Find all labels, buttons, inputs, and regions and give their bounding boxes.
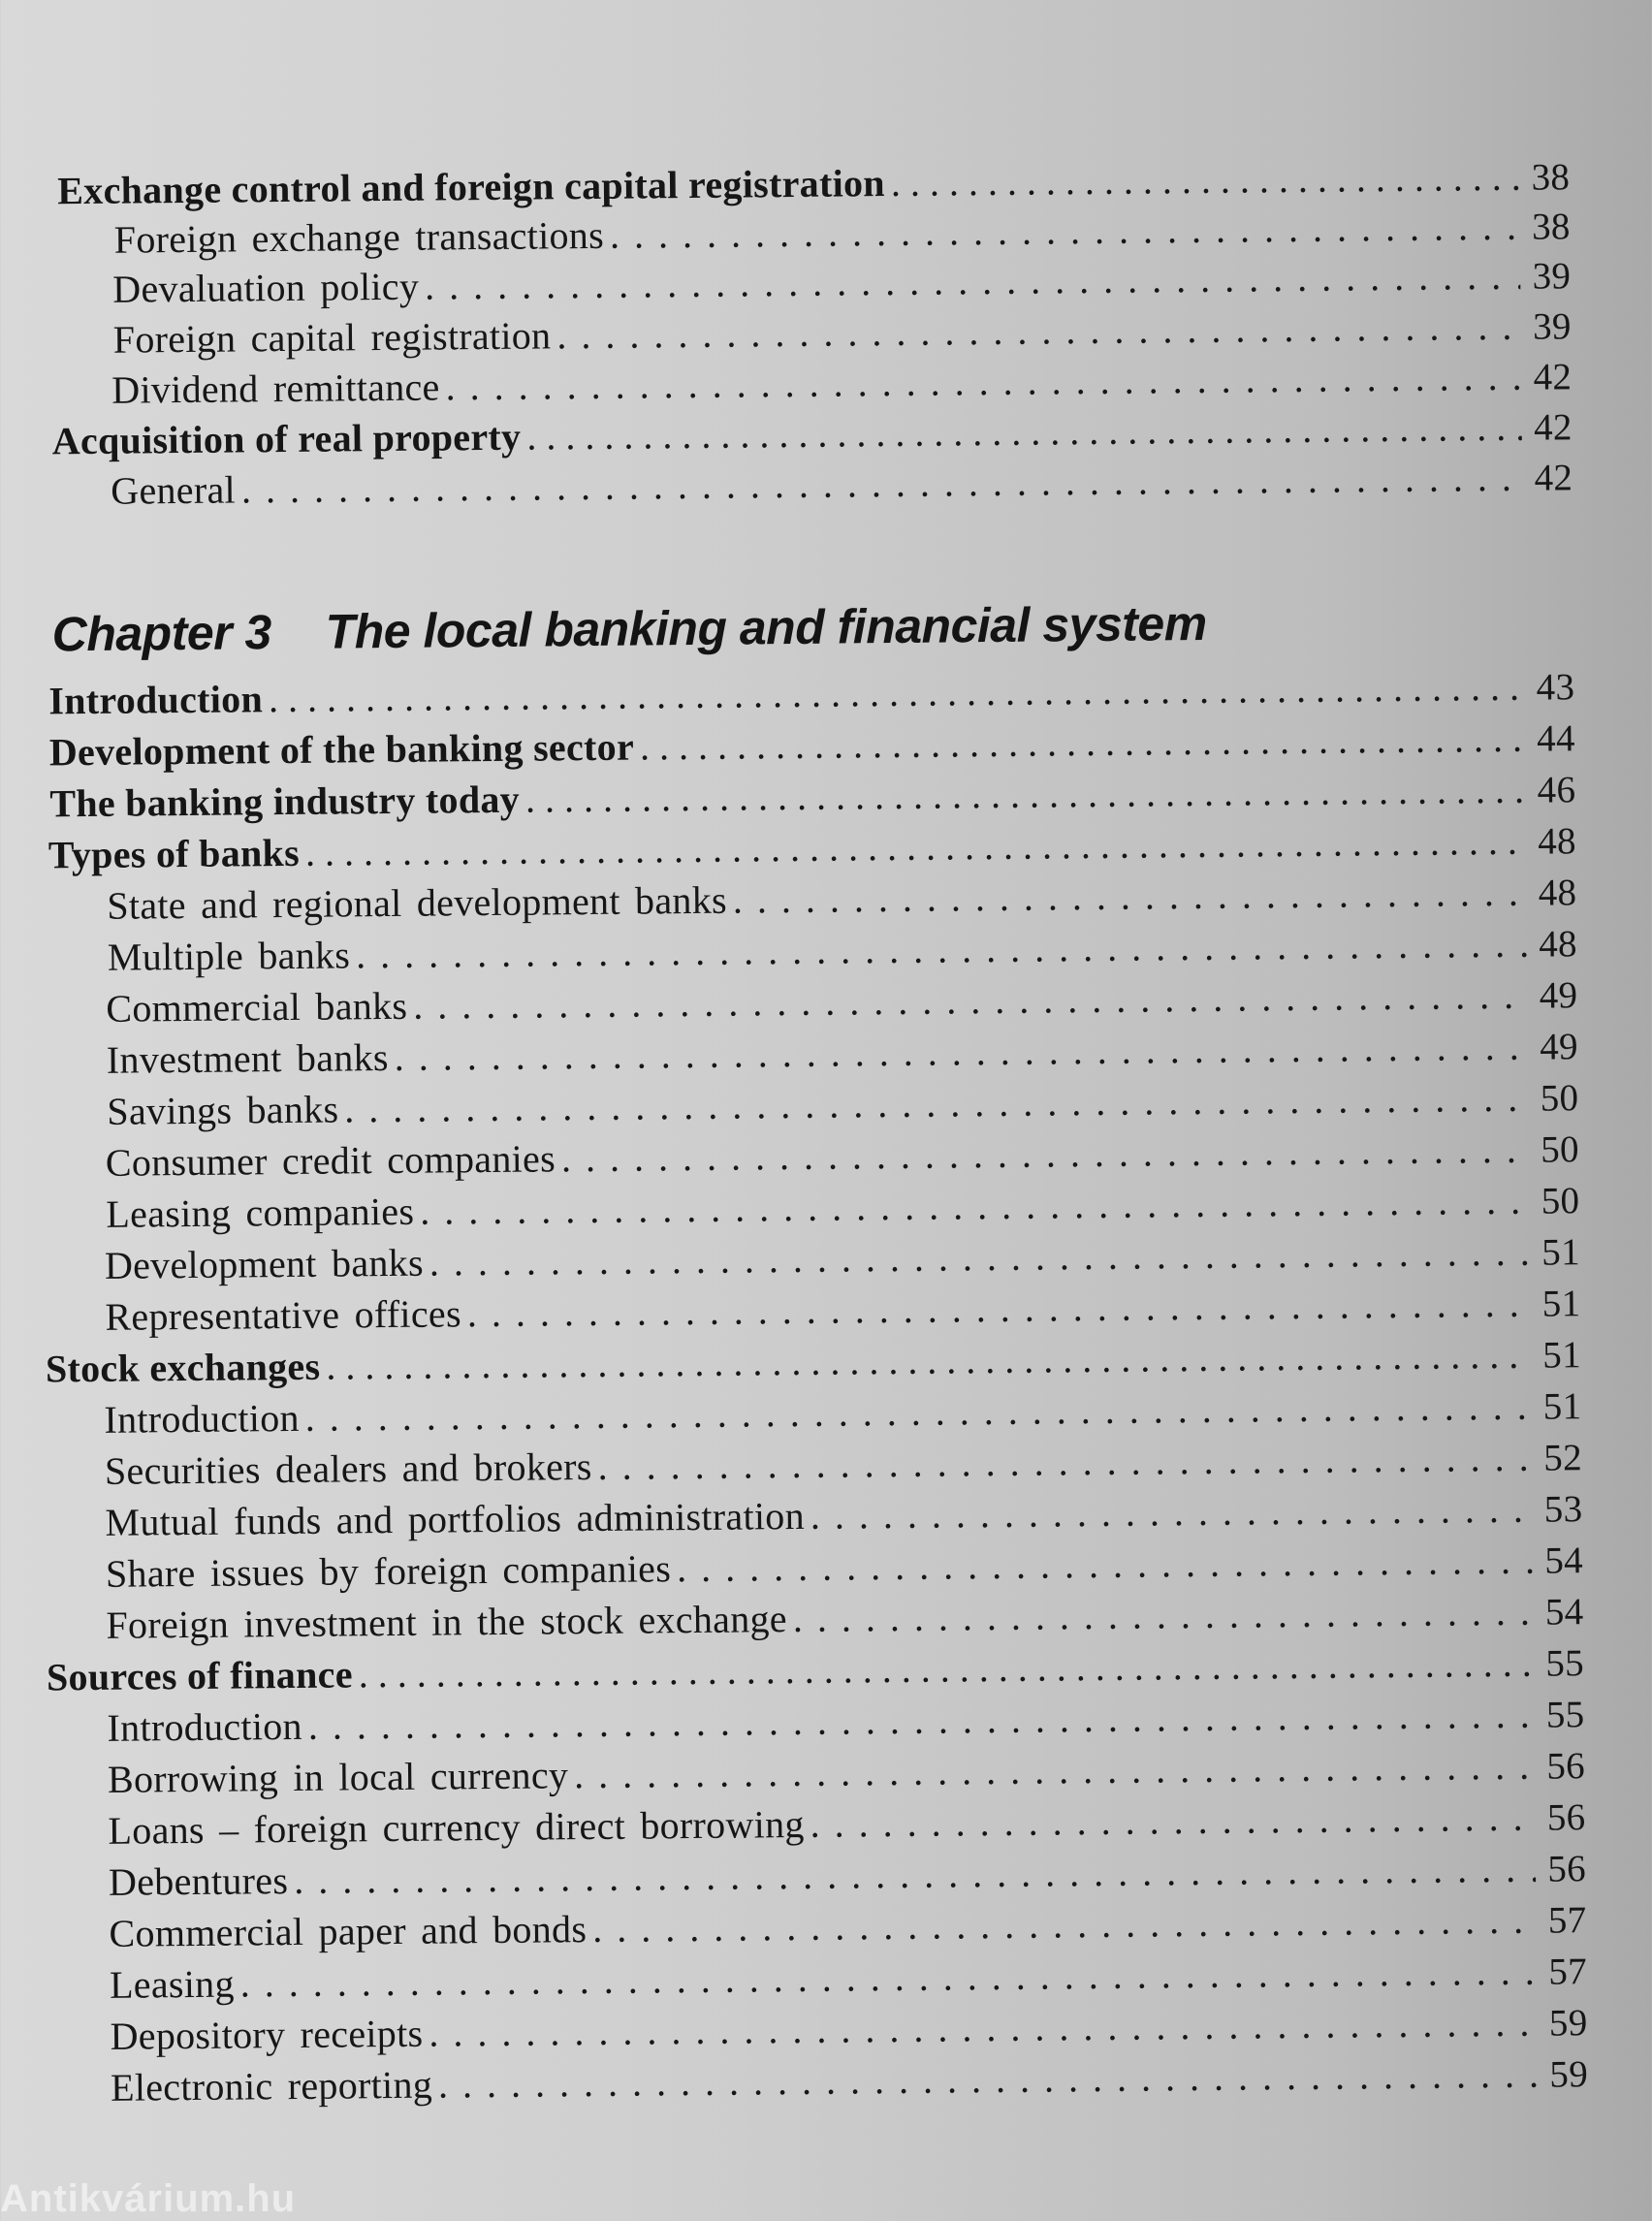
toc-entry-page: 56 — [1546, 1796, 1586, 1839]
toc-entry-page: 56 — [1546, 1745, 1586, 1788]
toc-entry-label: Leasing — [109, 1961, 236, 2007]
toc-entry-label: Devaluation policy — [112, 264, 420, 311]
toc-entry-label: Introduction — [48, 677, 264, 723]
leader-dots — [429, 1998, 1538, 2059]
toc-entry-label: Debentures — [108, 1858, 289, 1904]
toc-entry-page: 51 — [1542, 1385, 1582, 1428]
toc-entry-label: Foreign investment in the stock exchange — [106, 1597, 788, 1647]
toc-entry-label: Depository receipts — [110, 2011, 424, 2058]
toc-entry-label: Multiple banks — [107, 933, 351, 979]
toc-entry-page: 48 — [1538, 872, 1577, 914]
toc-entry-page: 42 — [1533, 356, 1573, 398]
toc-entry-label: Stock exchanges — [45, 1344, 321, 1391]
toc-entry-label: General — [111, 467, 237, 513]
toc-entry-label: Consumer credit companies — [105, 1136, 556, 1185]
toc-entry-page: 51 — [1542, 1334, 1582, 1377]
toc-entry-page: 55 — [1545, 1642, 1585, 1685]
chapter-title: The local banking and financial system — [325, 595, 1207, 659]
leader-dots — [810, 1793, 1535, 1850]
toc-entry-page: 49 — [1539, 974, 1578, 1017]
toc-entry-label: State and regional development banks — [107, 877, 728, 928]
toc-entry-label: The banking industry today — [49, 777, 521, 826]
toc-entry-label: Loans – foreign currency direct borrowing — [108, 1801, 805, 1853]
toc-entry-label: Leasing companies — [106, 1189, 415, 1236]
leader-dots — [413, 970, 1528, 1031]
leader-dots — [574, 1741, 1535, 1801]
leader-dots — [597, 1433, 1532, 1492]
toc-entry-page: 39 — [1532, 255, 1572, 298]
toc-entry-label: Introduction — [104, 1395, 301, 1442]
toc-entry-page: 38 — [1531, 206, 1571, 248]
toc-entry-label: Borrowing in local currency — [107, 1753, 569, 1801]
toc-entry-label: Investment banks — [106, 1035, 389, 1082]
toc-entry-page: 54 — [1544, 1539, 1584, 1582]
toc-entry-label: Development of the banking sector — [48, 724, 635, 775]
toc-entry-label: Types of banks — [48, 830, 301, 877]
toc-entry-label: Foreign exchange transactions — [113, 212, 605, 262]
toc-entry-page: 53 — [1543, 1488, 1583, 1531]
toc-entry-label: Savings banks — [107, 1087, 339, 1133]
toc-entry-page: 54 — [1544, 1591, 1584, 1634]
leader-dots — [891, 152, 1520, 208]
toc-entry-label: Dividend remittance — [111, 365, 440, 412]
toc-entry-page: 46 — [1537, 769, 1576, 811]
toc-entry-page: 43 — [1536, 666, 1575, 709]
toc-entry-label: Electronic reporting — [110, 2062, 433, 2110]
chapter-heading — [51, 595, 1207, 662]
leader-dots — [793, 1587, 1534, 1644]
toc-entry-label: Sources of finance — [46, 1652, 353, 1699]
leader-dots — [467, 1279, 1531, 1340]
chapter-number: Chapter 3 — [51, 605, 272, 662]
toc-entry-page: 51 — [1541, 1283, 1581, 1325]
toc-entry-page: 57 — [1548, 1951, 1588, 1993]
toc-entry-label: Representative offices — [105, 1291, 462, 1339]
toc-entry-page: 59 — [1549, 2053, 1589, 2096]
toc-entry-page: 38 — [1531, 156, 1571, 199]
toc-entry-page: 56 — [1547, 1848, 1587, 1890]
toc-entry-page: 44 — [1536, 717, 1575, 760]
toc-entry-label: Introduction — [107, 1703, 303, 1750]
leader-dots — [556, 301, 1521, 362]
leader-dots — [640, 714, 1525, 773]
leader-dots — [438, 2049, 1538, 2110]
toc-entry-page: 42 — [1534, 457, 1573, 499]
toc-entry-page: 49 — [1540, 1026, 1579, 1068]
leader-dots — [592, 1895, 1537, 1954]
toc-entry-label: Mutual funds and portfolios administration — [105, 1493, 806, 1544]
toc-entry-label: Commercial paper and bonds — [109, 1907, 588, 1955]
toc-section-top — [0, 0, 1641, 513]
toc-entry-page: 52 — [1543, 1437, 1583, 1479]
toc-entry-label: Development banks — [104, 1240, 425, 1287]
leader-dots — [810, 1484, 1533, 1541]
toc-entry-page: 51 — [1541, 1231, 1581, 1274]
leader-dots — [561, 1125, 1529, 1185]
toc-entry-page: 50 — [1541, 1180, 1580, 1222]
toc-entry-label: Exchange control and foreign capital registration — [57, 161, 886, 213]
toc-entry-page: 57 — [1547, 1899, 1587, 1942]
toc-entry-page: 59 — [1548, 2002, 1588, 2045]
toc-entry-page: 39 — [1532, 305, 1572, 348]
toc-entry-label: Acquisition of real property — [51, 414, 522, 463]
toc-entry-label: Securities dealers and brokers — [104, 1444, 592, 1493]
toc-entry-label: Share issues by foreign companies — [105, 1546, 672, 1596]
toc-entry-page: 48 — [1537, 820, 1577, 863]
toc-entry-page: 50 — [1541, 1128, 1580, 1171]
toc-entry-page: 55 — [1545, 1694, 1585, 1736]
leader-dots — [733, 868, 1527, 926]
leader-dots — [525, 765, 1526, 825]
leader-dots — [429, 1227, 1531, 1288]
toc-entry-label: Commercial banks — [106, 983, 408, 1031]
leader-dots — [420, 1176, 1530, 1237]
toc-entry-page: 50 — [1540, 1077, 1579, 1120]
leader-dots — [677, 1536, 1533, 1594]
toc-entry-page: 48 — [1539, 923, 1578, 966]
watermark: Antikvárium.hu — [0, 2177, 297, 2220]
toc-entry-page: 42 — [1533, 406, 1573, 449]
toc-entry-label: Foreign capital registration — [112, 313, 552, 362]
